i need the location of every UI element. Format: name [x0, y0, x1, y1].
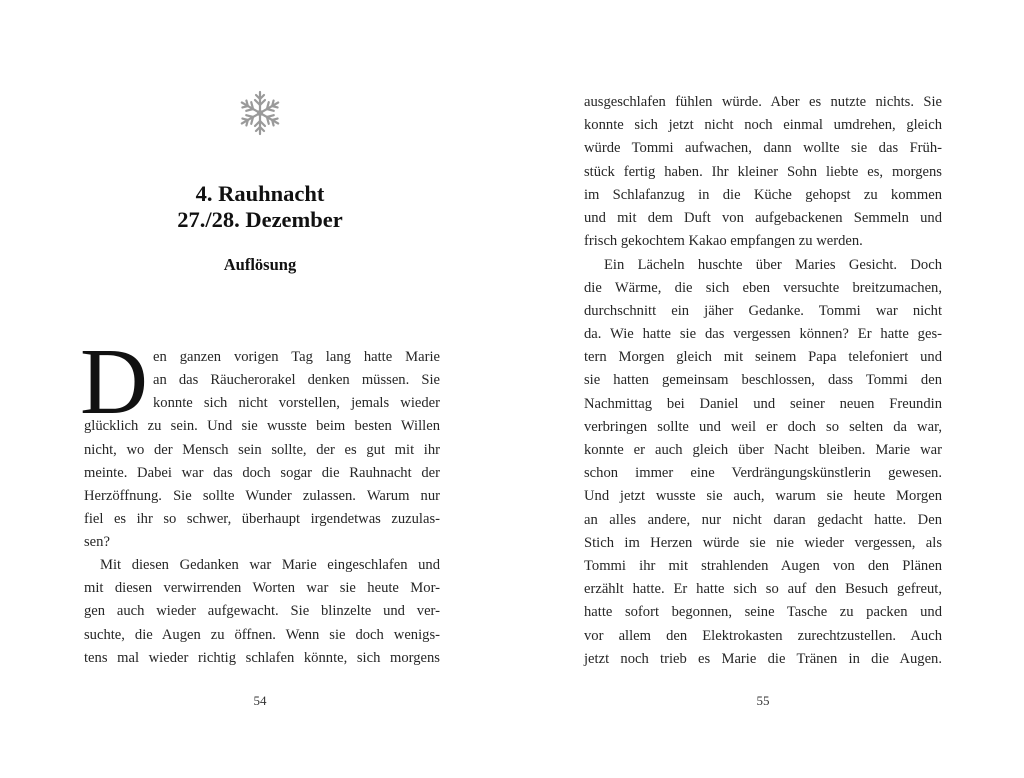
text-line: stück fertig haben. Ihr kleiner Sohn liebte es, morgens — [584, 164, 942, 180]
text-line: im Schlafanzug in die Küche gehopst zu kommen — [584, 187, 942, 203]
text-line: en ganzen vorigen Tag lang hatte Marie — [153, 349, 440, 365]
text-line: jetzt noch trieb es Marie die Tränen in die Augen. — [584, 651, 942, 667]
text-line: sie hatten gemeinsam beschlossen, dass Tommi den — [584, 372, 942, 388]
text-line: gen auch wieder aufgewacht. Sie blinzelte und ver- — [84, 603, 440, 619]
text-line: konnte sich nicht vorstellen, jemals wieder — [153, 395, 440, 411]
text-line: suchte, die Augen zu öffnen. Wenn sie doch wenigs- — [84, 627, 440, 643]
text-line: schon immer eine Verdrängungskünstlerin gewesen. — [584, 465, 942, 481]
text-line: sen? — [84, 534, 110, 550]
text-line: konnte er auch gleich über Nacht bleiben. Marie war — [584, 442, 942, 458]
text-line: verbringen sollte und weil er doch so selten da war, — [584, 419, 942, 435]
text-line: an das Räucherorakel denken müssen. Sie — [153, 372, 440, 388]
text-line: durchschnitt ein jäher Gedanke. Tommi war nicht — [584, 303, 942, 319]
text-line: fiel es ihr so schwer, überhaupt irgendetwas zuzulas- — [84, 511, 440, 527]
text-line: glücklich zu sein. Und sie wusste beim besten Willen — [84, 418, 440, 434]
text-line: Tommi ihr mit strahlenden Augen von den Plänen — [584, 558, 942, 574]
text-line: die Wärme, die sich eben versuchte breitzumachen, — [584, 280, 942, 296]
text-line: Herzöffnung. Sie sollte Wunder zulassen. Warum nur — [84, 488, 440, 504]
text-line: tern Morgen gleich mit seinem Papa telefoniert und — [584, 349, 942, 365]
text-line: da. Wie hatte sie das vergessen können? Er hatte ges- — [584, 326, 942, 342]
page-number-left: 54 — [253, 693, 267, 708]
snowflake-icon — [236, 89, 284, 137]
text-line: meinte. Dabei war das doch sogar die Rauhnacht der — [84, 465, 440, 481]
text-line: nicht, wo der Mensch sein sollte, der es gut mit ihr — [84, 442, 440, 458]
chapter-subtitle: Auflösung — [223, 255, 297, 274]
text-line: Stich im Herzen würde sie nie wieder vergessen, als — [584, 535, 942, 551]
text-line: ausgeschlafen fühlen würde. Aber es nutzte nichts. Sie — [584, 94, 942, 110]
text-line: und mit dem Duft von aufgebackenen Semmeln und — [584, 210, 942, 226]
text-line: Ein Lächeln huschte über Maries Gesicht. Doch — [604, 257, 942, 273]
text-line: an alles andere, nur nicht daran gedacht hatte. Den — [584, 512, 942, 528]
text-line: Nachmittag bei Daniel und seiner neuen Freundin — [584, 396, 942, 412]
text-line: vor allem den Elektrokasten zurechtzustellen. Auch — [584, 628, 942, 644]
drop-cap: D — [80, 330, 148, 434]
text-line: tens mal wieder richtig schlafen könnte, sich morgens — [84, 650, 440, 666]
text-line: Und jetzt wusste sie auch, warum sie heute Morgen — [584, 488, 942, 504]
text-line: würde Tommi aufwachen, dann wollte sie das Früh- — [584, 140, 942, 156]
page-number-right: 55 — [756, 693, 770, 708]
text-line: erzählt hatte. Er hatte sich so auf den Besuch gefreut, — [584, 581, 942, 597]
chapter-number-title: 4. Rauhnacht — [195, 181, 325, 206]
text-line: mit diesen verwirrenden Worten war sie heute Mor- — [84, 580, 440, 596]
text-line: frisch gekochtem Kakao empfangen zu werden. — [584, 233, 863, 249]
text-line: Mit diesen Gedanken war Marie eingeschlafen und — [100, 557, 440, 573]
text-line: hatte sofort begonnen, seine Tasche zu packen und — [584, 604, 942, 620]
text-line: konnte sich jetzt nicht noch einmal umdrehen, gleich — [584, 117, 942, 133]
chapter-date: 27./28. Dezember — [177, 207, 343, 232]
